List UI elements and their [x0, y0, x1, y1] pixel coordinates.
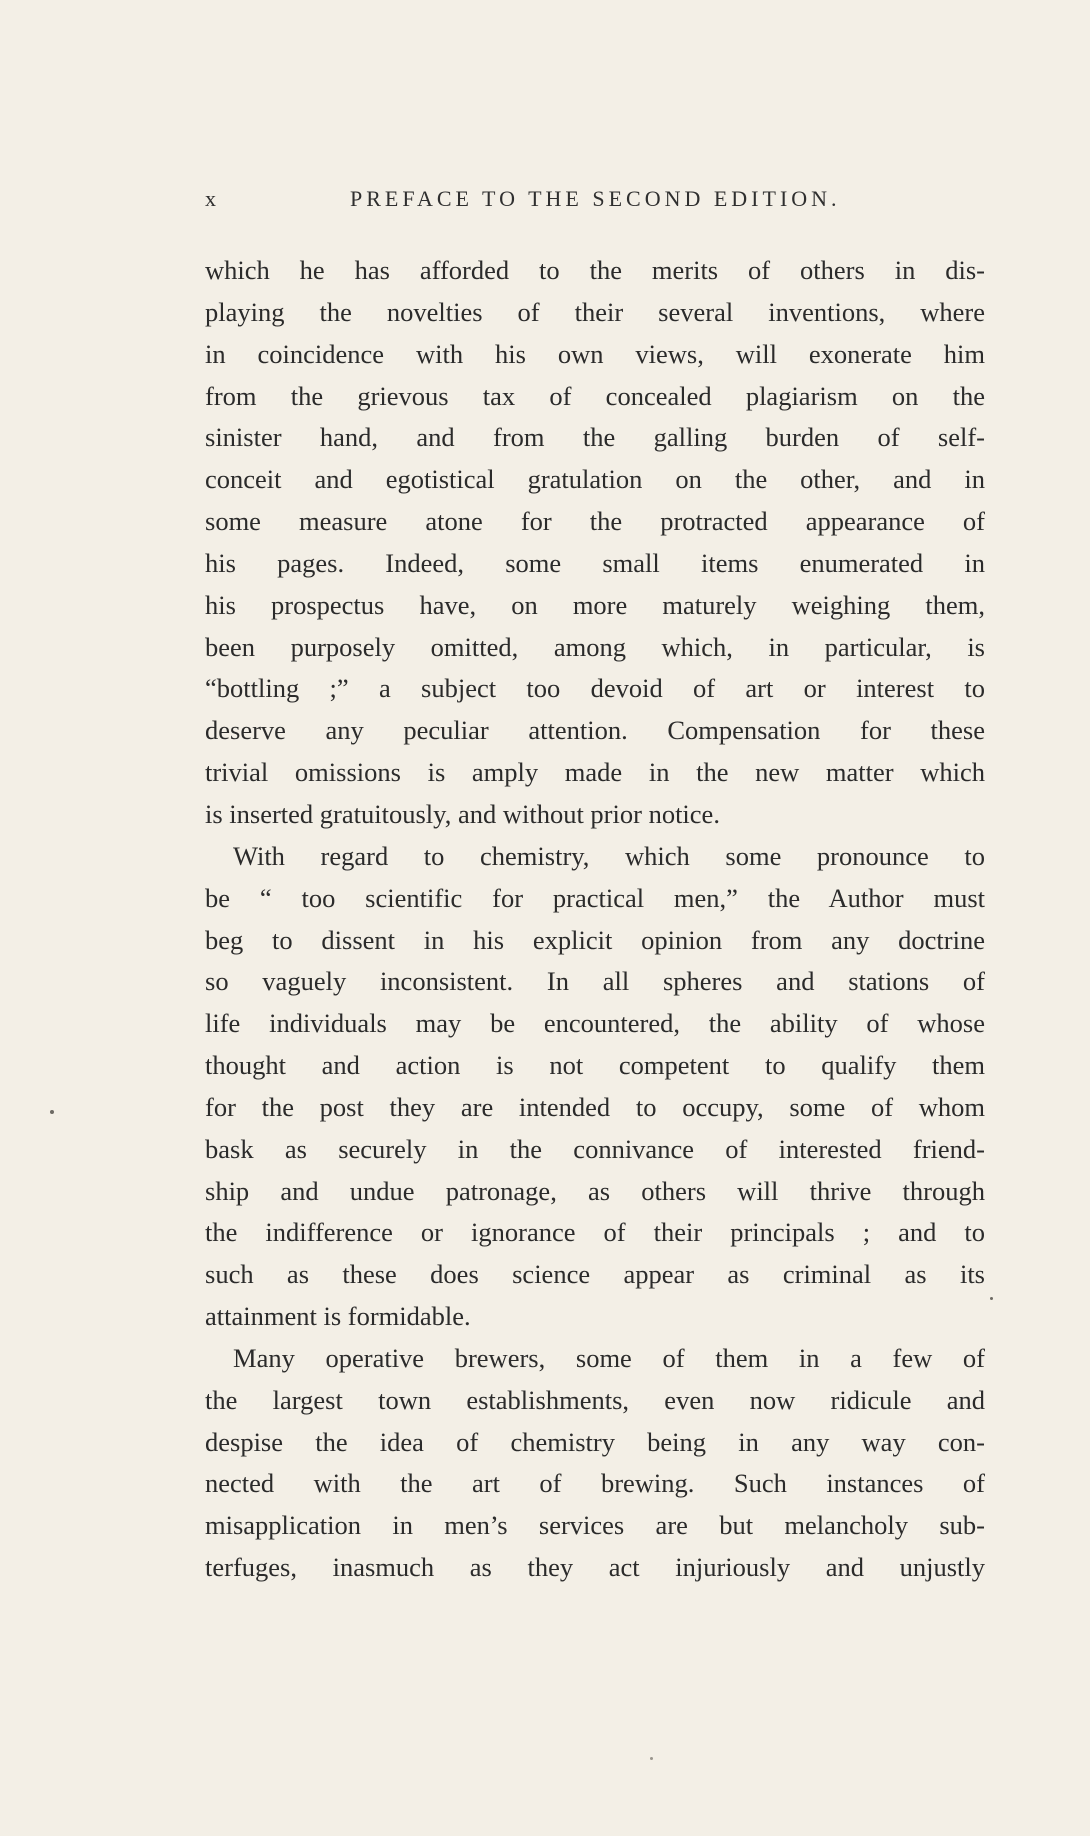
text-line: beg to dissent in his explicit opinion from any doctrine — [205, 924, 985, 955]
text-line: his pages. Indeed, some small items enumerated in — [205, 547, 985, 578]
paper-speck — [990, 1297, 993, 1300]
text-line: life individuals may be encountered, the ability of whose — [205, 1008, 985, 1039]
text-line: the largest town establishments, even now ridicule and — [205, 1384, 985, 1415]
text-line: his prospectus have, on more maturely weighing them, — [205, 589, 985, 620]
text-line: the indifference or ignorance of their principals ; and to — [205, 1217, 985, 1248]
text-line: sinister hand, and from the galling burden of self- — [205, 422, 985, 453]
paragraph-first-line: Many operative brewers, some of them in a few of — [233, 1342, 985, 1373]
text-line: thought and action is not competent to qualify them — [205, 1050, 985, 1081]
body-text — [205, 250, 985, 1589]
paper-speck — [650, 1757, 653, 1760]
page-number: x — [205, 186, 219, 211]
text-line: which he has afforded to the merits of others in dis- — [205, 255, 985, 285]
paragraph-end-line: attainment is formidable. — [205, 1301, 471, 1332]
text-line: deserve any peculiar attention. Compensation for these — [205, 715, 985, 746]
text-line: from the grievous tax of concealed plagiarism on the — [205, 380, 985, 411]
text-line: “bottling ;” a subject too devoid of art or interest to — [205, 673, 985, 704]
paragraph-end-line: is inserted gratuitously, and without prior notice. — [205, 798, 720, 829]
text-line: so vaguely inconsistent. In all spheres and stations of — [205, 966, 985, 997]
text-line: be “ too scientific for practical men,” the Author must — [205, 882, 985, 913]
text-line: such as these does science appear as criminal as its — [205, 1259, 985, 1290]
text-line: misapplication in men’s services are but melancholy sub- — [205, 1510, 985, 1541]
text-line: for the post they are intended to occupy, some of whom — [205, 1091, 985, 1122]
text-line: some measure atone for the protracted appearance of — [205, 506, 985, 537]
text-line: bask as securely in the connivance of interested friend- — [205, 1133, 985, 1164]
paper-speck — [50, 1110, 54, 1114]
text-line: terfuges, inasmuch as they act injuriously and unjustly — [205, 1552, 985, 1583]
text-line: trivial omissions is amply made in the new matter which — [205, 757, 985, 788]
running-header — [205, 186, 985, 218]
text-line: ship and undue patronage, as others will thrive through — [205, 1175, 985, 1206]
text-line: despise the idea of chemistry being in any way con- — [205, 1426, 985, 1457]
text-line: nected with the art of brewing. Such instances of — [205, 1468, 985, 1499]
text-line: been purposely omitted, among which, in particular, is — [205, 631, 985, 662]
text-line: playing the novelties of their several inventions, where — [205, 296, 985, 327]
paragraph-first-line: With regard to chemistry, which some pronounce to — [233, 840, 985, 871]
text-line: in coincidence with his own views, will exonerate him — [205, 338, 985, 369]
running-title: PREFACE TO THE SECOND EDITION. — [350, 186, 841, 211]
text-line: conceit and egotistical gratulation on the other, and in — [205, 464, 985, 495]
